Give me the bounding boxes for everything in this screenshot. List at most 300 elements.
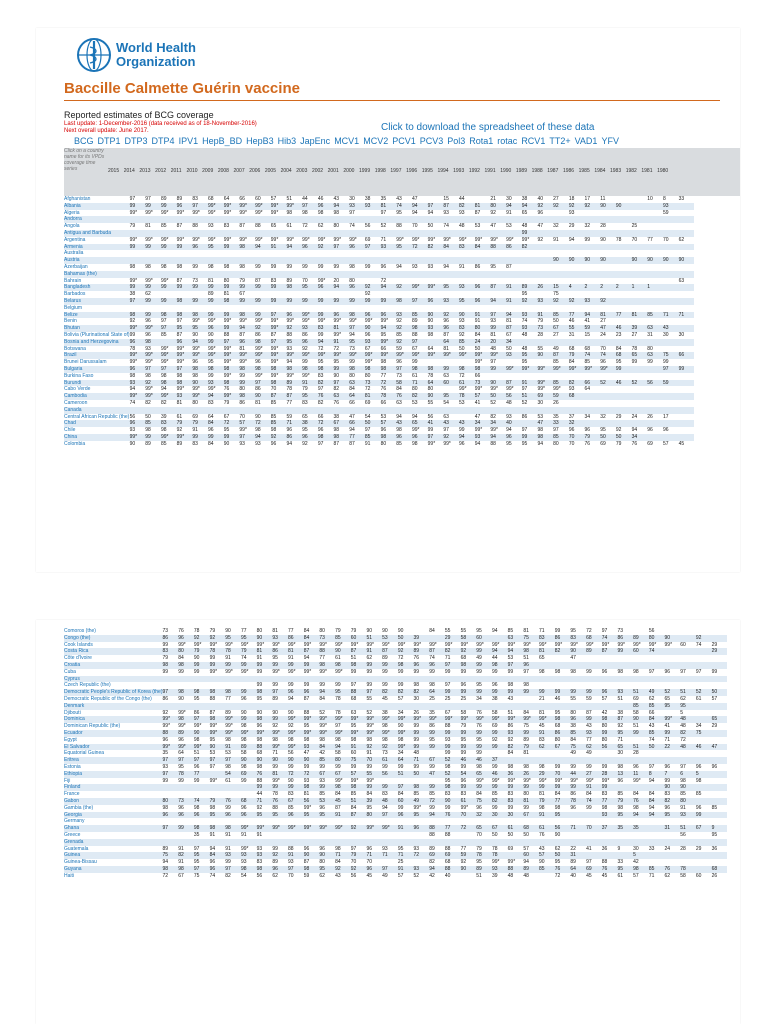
coverage-value: 98 [178,662,194,669]
coverage-value: 81 [523,628,529,634]
coverage-value: 99 [366,763,373,770]
coverage-value: 34 [506,339,522,346]
coverage-value: 26 [413,709,420,716]
coverage-value: 86 [506,244,522,251]
coverage-value: 97 [255,380,271,387]
coverage-value: 99* [366,723,374,730]
country-link[interactable]: Austria [64,257,130,264]
country-link[interactable]: Haiti [64,872,75,879]
coverage-value [224,230,240,237]
coverage-value: 94 [318,339,334,346]
coverage-value: 99* [272,825,288,832]
country-link[interactable]: Comoros (the) [64,628,96,634]
country-link[interactable]: Central African Republic (the) [64,413,130,420]
country-link[interactable]: Dominican Republic (the) [64,723,121,730]
coverage-value: 96 [208,325,224,332]
coverage-value: 97 [210,757,226,764]
country-link[interactable]: Gambia (the) [64,804,94,811]
header-note: Click on a country name for its VPDs coverage time series [64,148,105,172]
coverage-value [382,839,398,846]
coverage-value: 99* [304,716,320,723]
coverage-value [194,784,210,791]
coverage-value [225,682,241,689]
coverage-value: 62 [554,845,561,852]
vaccine-link-japenc[interactable]: JapEnc [300,136,331,146]
coverage-value: 75 [663,352,679,359]
coverage-value: 74 [194,798,210,805]
coverage-value: 99* [365,352,381,359]
country-link[interactable]: El Salvador [64,744,163,751]
coverage-value: 99* [333,331,342,338]
coverage-value: 97 [521,427,528,434]
coverage-value [696,798,712,805]
table-row [64,642,727,649]
coverage-value: 77 [380,372,387,379]
coverage-value: 93 [459,284,475,291]
coverage-value: 99* [554,641,563,648]
coverage-value: 99* [145,386,153,393]
country-link[interactable]: Algeria [64,209,80,216]
vaccine-link-yfv[interactable]: YFV [601,136,619,146]
coverage-value: 97 [225,757,241,764]
coverage-value: 52 [521,399,528,406]
table-row [64,682,727,689]
coverage-value [586,852,602,859]
coverage-value [271,407,287,414]
country-link[interactable]: Congo (the) [64,635,163,642]
coverage-value: 98 [240,763,247,770]
country-link[interactable]: Ghana [64,825,163,832]
coverage-value: 80 [335,757,351,764]
coverage-value: 80 [601,723,608,730]
coverage-value: 73 [162,628,169,634]
coverage-value: 92 [302,440,308,447]
country-link[interactable]: Afghanistan [64,196,91,202]
coverage-value: 96 [475,298,491,305]
coverage-value: 68 [241,798,257,805]
coverage-value: 69 [241,771,257,778]
country-link[interactable]: Bangladesh [64,284,130,291]
country-link[interactable]: Grenada [64,839,163,846]
coverage-value: 95 [521,359,528,366]
logo-line-1: World Health [116,40,196,55]
country-link[interactable]: Brunei Darussalam [64,359,107,366]
coverage-value [351,703,367,710]
coverage-value [633,682,649,689]
coverage-value [585,393,601,400]
country-link[interactable]: Chile [64,427,76,434]
coverage-value: 80 [490,203,506,210]
coverage-value: 89 [208,291,214,298]
year-header: 2014 [123,168,135,174]
coverage-value: 84 [335,859,341,866]
coverage-value: 99 [492,730,508,737]
coverage-value: 80 [163,798,179,805]
coverage-value: 49 [382,872,388,879]
coverage-value: 24 [475,339,491,346]
coverage-value [632,420,648,427]
country-link[interactable]: Guatemala [64,845,89,852]
table-row [64,812,727,819]
coverage-value: 93 [225,852,241,859]
coverage-value: 98 [160,372,167,379]
coverage-value: 99* [208,318,216,325]
coverage-value [398,818,414,825]
coverage-value: 78 [335,709,341,716]
country-link[interactable]: Democratic Republic of the Congo (the) [64,695,152,702]
country-link[interactable]: Guyana [64,866,163,873]
coverage-value: 67 [429,757,445,764]
coverage-value: 99 [241,716,257,723]
table-row [64,203,694,210]
country-link[interactable]: Belarus [64,298,130,305]
coverage-value [712,703,728,710]
country-link[interactable]: Barbados [64,291,86,298]
country-link[interactable]: Andorra [64,216,130,223]
country-link[interactable]: Bahrain [64,277,82,284]
coverage-value: 43 [443,420,459,427]
vaccine-link-rota1[interactable]: Rota1 [469,136,494,146]
vaccine-link-dtp4[interactable]: DTP4 [151,136,175,146]
coverage-value: 71 [286,420,302,427]
coverage-value: 91 [334,339,350,346]
coverage-value [508,818,524,825]
country-link[interactable]: Dominica [64,716,163,723]
coverage-value: 95 [380,331,387,338]
country-link[interactable]: Burundi [64,380,130,387]
coverage-value: 99* [145,393,161,400]
coverage-value [586,655,602,662]
coverage-value [569,250,585,257]
country-link[interactable]: Argentina [64,236,86,243]
country-link[interactable]: Bolivia (Plurinational State of) [64,331,130,338]
country-link[interactable]: Czech Republic (the) [64,682,111,689]
coverage-value: 93 [257,852,273,859]
country-link[interactable]: Cuba [64,668,76,675]
country-link[interactable]: Angola [64,223,80,230]
table-row [64,271,694,278]
coverage-value [617,682,633,689]
coverage-value: 63 [647,352,663,359]
coverage-value: 71 [570,825,586,832]
coverage-value: 91 [459,263,465,270]
coverage-value [208,305,224,312]
coverage-value [414,676,430,683]
coverage-value: 56 [427,413,434,420]
coverage-value [647,278,663,285]
coverage-value [665,818,681,825]
coverage-value [553,264,569,271]
country-link[interactable]: Belgium [64,304,83,311]
coverage-value: 96 [162,736,169,743]
country-link[interactable]: Bhutan [64,325,130,332]
coverage-value: 60 [443,380,459,387]
country-link[interactable]: Colombia [64,440,86,447]
coverage-value: 51 [617,695,624,702]
coverage-value: 99 [445,689,461,696]
coverage-value: 29 [445,635,461,642]
coverage-value: 96 [366,866,382,873]
coverage-value: 96 [130,420,146,427]
coverage-value: 25 [444,695,451,702]
coverage-value: 93 [586,730,602,737]
country-link[interactable]: Cook Islands [64,641,93,648]
table-row [64,818,727,825]
coverage-value: 97 [161,366,177,373]
vaccine-link-mcv1[interactable]: MCV1 [334,136,360,146]
coverage-value: 48 [521,223,528,230]
coverage-value: 98 [304,866,320,873]
country-link[interactable]: Chad [64,420,130,427]
coverage-value [302,305,318,312]
country-link[interactable]: Guinea [64,852,163,859]
country-link[interactable]: Azerbaijan [64,263,88,270]
coverage-value [617,703,633,710]
coverage-value [255,305,271,312]
country-link[interactable]: Burkina Faso [64,372,94,379]
vaccine-link-hepb-bd[interactable]: HepB_BD [202,136,243,146]
coverage-value: 99 [570,763,576,770]
coverage-value [398,778,414,785]
coverage-value: 38 [521,196,528,202]
coverage-value: 99* [443,236,451,243]
country-link[interactable]: Albania [64,203,130,210]
vaccine-link-mcv2[interactable]: MCV2 [363,136,389,146]
coverage-value: 99* [303,668,312,675]
coverage-value [617,852,633,859]
country-link[interactable]: Croatia [64,662,163,669]
coverage-value: 75 [476,798,492,805]
country-link[interactable]: Cameroon [64,399,88,406]
vaccine-link-rcv1[interactable]: RCV1 [521,136,546,146]
country-link[interactable]: Democratic People's Republic of Korea (the) [64,689,163,696]
coverage-value [680,839,696,846]
coverage-value: 96 [475,284,491,291]
vaccine-link-hib3[interactable]: Hib3 [277,136,297,146]
coverage-value: 84 [475,244,491,251]
coverage-value [508,757,524,764]
vaccine-link-vad1[interactable]: VAD1 [574,136,598,146]
country-link[interactable]: Bosnia and Herzegovina [64,339,130,346]
coverage-value [349,407,365,414]
vaccine-link-dtp1[interactable]: DTP1 [97,136,121,146]
coverage-value [130,257,146,264]
coverage-value [679,210,695,217]
vaccine-link-dtp3[interactable]: DTP3 [124,136,148,146]
coverage-value: 89 [178,730,194,737]
coverage-value [443,250,459,257]
vaccine-link-pcv1[interactable]: PCV1 [392,136,416,146]
country-link[interactable]: Djibouti [64,709,81,716]
coverage-value [459,359,475,366]
coverage-value: 96 [602,689,618,696]
vaccine-link-rotac[interactable]: rotac [497,136,518,146]
coverage-value: 87 [586,709,592,716]
coverage-value [412,305,428,312]
coverage-value: 92 [396,339,412,346]
coverage-value: 75 [570,744,586,751]
country-link[interactable]: Finland [64,784,163,791]
coverage-value: 83 [318,325,334,332]
coverage-value: 99* [351,730,367,737]
coverage-value: 67 [523,812,539,819]
coverage-value [696,662,712,669]
country-link[interactable]: Guinea-Bissau [64,859,97,866]
coverage-value [649,750,665,757]
coverage-value: 87 [351,648,367,655]
coverage-value: 99 [414,730,430,737]
coverage-value: 99* [225,730,241,737]
coverage-value: 87 [335,804,341,811]
coverage-value: 84 [178,655,184,662]
coverage-value [210,676,226,683]
vaccine-link-hepb3[interactable]: HepB3 [246,136,274,146]
coverage-value: 85 [429,791,435,798]
country-link[interactable]: Côte d'Ivoire [64,655,92,662]
coverage-value: 55 [444,628,451,634]
coverage-value [680,750,696,757]
country-link[interactable]: Belize [64,312,130,319]
coverage-value: 88 [163,730,179,737]
coverage-value [396,291,412,298]
coverage-value: 86 [302,331,308,338]
country-link[interactable]: Georgia [64,812,163,819]
coverage-value [600,271,616,278]
coverage-value [632,230,648,237]
coverage-value: 46 [554,695,561,702]
vaccine-link-pol3[interactable]: Pol3 [447,136,466,146]
country-link[interactable]: Armenia [64,244,130,251]
download-spreadsheet-link[interactable]: Click to download the spreadsheet of these data [381,122,595,133]
coverage-value [257,839,273,846]
coverage-value: 21 [490,196,496,202]
coverage-value: 99* [255,318,263,325]
coverage-value: 99 [255,263,261,270]
coverage-value: 61 [695,695,702,702]
coverage-value: 60 [255,196,261,202]
coverage-value [537,264,553,271]
coverage-value: 59 [303,872,310,879]
country-link[interactable]: Equatorial Guinea [64,750,105,757]
country-link[interactable]: Cambodia [64,393,130,400]
coverage-value: 90 [193,655,200,662]
country-link[interactable]: Botswana [64,345,86,352]
coverage-value [679,250,695,257]
coverage-value: 93 [177,393,193,400]
country-link[interactable]: Germany [64,818,85,825]
coverage-value: 97 [364,427,371,434]
table-row [64,744,727,751]
country-link[interactable]: Ethiopia [64,771,163,778]
country-link[interactable]: Estonia [64,763,81,770]
coverage-value: 63 [443,372,449,379]
country-link[interactable]: Brazil [64,352,130,359]
vaccine-link-pcv3[interactable]: PCV3 [419,136,444,146]
coverage-value: 90 [600,257,616,264]
coverage-value: 40 [570,872,576,879]
coverage-value: 5 [633,852,649,859]
country-link[interactable]: Fiji [64,777,71,784]
coverage-value: 62 [145,291,151,298]
coverage-value: 99* [160,236,169,243]
coverage-value: 93 [444,736,451,743]
coverage-value [318,305,334,312]
country-link[interactable]: France [64,791,80,798]
coverage-value [192,250,208,257]
coverage-value [679,244,695,251]
coverage-value: 30 [678,331,685,338]
coverage-value: 89 [429,845,435,852]
coverage-value: 99* [163,744,179,751]
coverage-value: 97 [443,427,449,434]
coverage-value [192,407,208,414]
coverage-value: 46 [492,771,508,778]
coverage-value [553,250,569,257]
country-link[interactable]: Bahamas (the) [64,271,130,278]
coverage-value [302,250,318,257]
coverage-value [570,812,586,819]
coverage-value [617,818,633,825]
coverage-value: 90 [554,831,561,838]
coverage-value [335,818,351,825]
coverage-value: 98 [240,736,247,743]
country-link[interactable]: Benin [64,318,77,325]
coverage-value: 99 [224,284,240,291]
vaccine-link-bcg[interactable]: BCG [74,136,94,146]
country-link[interactable]: Cabo Verde [64,386,91,393]
coverage-value: 99* [507,859,516,866]
coverage-value: 94 [474,440,481,447]
country-link[interactable]: Australia [64,250,84,257]
vaccine-link-ipv1[interactable]: IPV1 [178,136,199,146]
country-link[interactable]: Gabon [64,798,163,805]
country-link[interactable]: Greece [64,831,81,838]
year-header: 2013 [139,168,151,174]
coverage-value [523,839,539,846]
coverage-value: 92 [162,709,169,716]
country-link[interactable]: Ecuador [64,730,163,737]
coverage-value: 99 [178,777,184,784]
coverage-value: 82 [382,689,398,696]
country-link[interactable]: Antigua and Barbuda [64,230,130,237]
coverage-value: 99* [225,668,233,675]
coverage-value: 98 [286,209,293,216]
coverage-value: 96 [695,804,702,811]
country-link[interactable]: Bulgaria [64,366,130,373]
coverage-value: 20 [333,277,340,284]
country-link[interactable]: Canada [64,407,130,414]
country-link[interactable]: China [64,434,130,441]
coverage-value: 99* [382,825,398,832]
coverage-value [712,655,728,662]
year-header: 1991 [484,168,496,174]
country-link[interactable]: Cyprus [64,676,163,683]
coverage-value: 96 [664,668,671,675]
year-header: 1986 [562,168,575,174]
country-link[interactable]: Eritrea [64,757,163,764]
coverage-value: 97 [586,859,592,866]
country-link[interactable]: Denmark [64,703,163,710]
country-link[interactable]: Egypt [64,736,77,743]
coverage-value: 71 [539,628,545,634]
country-link[interactable]: Costa Rica [64,648,163,655]
vaccine-link-tt2-[interactable]: TT2+ [549,136,571,146]
coverage-value: 79 [460,723,467,730]
coverage-value: 98 [239,366,255,373]
coverage-value: 32 [584,223,591,230]
coverage-value [318,250,334,257]
coverage-value: 99 [272,763,278,770]
